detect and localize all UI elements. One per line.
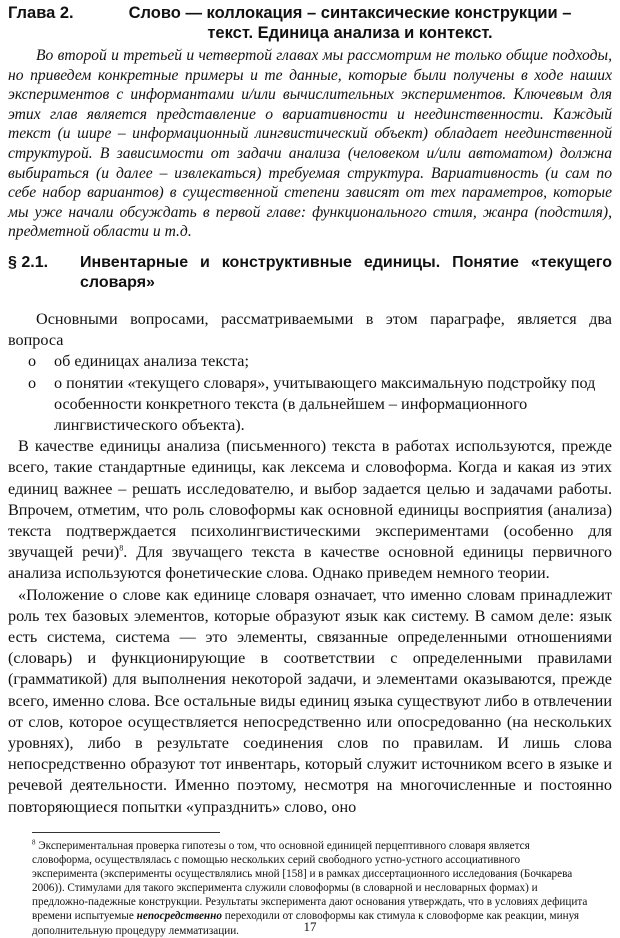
footnote-text: Экспериментальная проверка гипотезы о том, что основной единицей перцептивного словаря является словоформа, осуществлялась с помощью нескольких серий свободного устно-устного ассоциативного эксперимента (эксперименты осуществлялись мной [158] и в рамках диссертационного исследования (Бочкарева 2006)). Стимулами для такого эксперимента служили словоформы (в словарной и несловарных формах) и предложно-падежные конструкции. Результаты эксперимента дают основания утверждать, что в условиях дефицита времени испытуемые bbox=[32, 840, 588, 923]
body-text bbox=[8, 309, 612, 818]
bullet-list bbox=[8, 351, 612, 436]
paragraph-units-text-cont: . Для звучащего текста в качестве основной единицы первичного анализа используются фонетические слова. Однако приведем немного теории. bbox=[8, 543, 612, 583]
footnote-reference[interactable]: 8 bbox=[119, 543, 124, 553]
section-heading bbox=[8, 253, 612, 293]
paragraph-units bbox=[8, 436, 612, 584]
paragraph-units-text: В качестве единицы анализа (письменного) текста в работах используются, прежде всего, такие стандартные единицы, как лексема и словоформа. Когда и какая из этих единиц важнее – решать исследователю, и выбор задается целью и задачами работы. Впрочем, отметим, что роль словоформы как основной единицы восприятия (анализа) текста подтверждается психолингвистическими экспериментами (особенно для звучащей речи) bbox=[8, 437, 612, 562]
bullet-text: о понятии «текущего словаря», учитывающего максимальную подстройку под особенности конкретного текста (в дальнейшем – информационного лингвистического объекта). bbox=[54, 373, 596, 434]
chapter-title bbox=[108, 3, 612, 43]
bullet-marker: o bbox=[28, 373, 37, 392]
chapter-heading bbox=[8, 3, 612, 43]
footnote-mark: 8 bbox=[32, 838, 36, 847]
bullet-item bbox=[28, 373, 612, 437]
chapter-intro-text: Во второй и третьей и четвертой главах мы рассмотрим не только общие подходы, но приведем конкретные примеры и те данные, которые были получены в ходе наших экспериментов с информантами и/или вычислительных экспериментов. Ключевым для этих глав является представление о вариативности и неединственности. Каждый текст (и шире – информационный лингвистический объект) обладает неединственной структурой. В зависимости от задачи анализа (человеком и/или автоматом) должна выбираться (и далее – извлекаться) требуемая структура. Вариативность (и сам по себе набор вариантов) в существенной степени зависят от тех параметров, которые мы уже начали обсуждать в первой главе: функционального стиля, жанра (подстиля), предметной области и т.д. bbox=[8, 47, 612, 241]
chapter-title-line2: текст. Единица анализа и контекст. bbox=[207, 24, 493, 42]
footnote-separator bbox=[32, 832, 220, 833]
footnote-text-cont: переходили от словоформы как стимула к словоформе как реакции, минуя дополнительную процедуру лемматизации. bbox=[32, 910, 580, 937]
chapter-intro bbox=[8, 46, 612, 242]
bullet-item bbox=[28, 351, 612, 372]
bullet-text: об единицах анализа текста; bbox=[54, 352, 249, 371]
page-number: 17 bbox=[303, 919, 317, 934]
bullet-marker: o bbox=[28, 352, 37, 371]
paragraph-intro: Основными вопросами, рассматриваемыми в этом параграфе, является два вопроса bbox=[8, 309, 612, 350]
chapter-title-line1: Слово — коллокация – синтаксические конструкции – bbox=[128, 4, 572, 22]
section-title: Инвентарные и конструктивные единицы. Понятие «текущего словаря» bbox=[80, 253, 612, 291]
section-number: § 2.1. bbox=[8, 253, 49, 271]
footnote-emphasis: непосредственно bbox=[136, 910, 222, 923]
paragraph-quote: «Положение о слове как единице словаря означает, что именно словам принадлежит роль тех базовых элементов, которые образуют язык как систему. В самом деле: язык есть система, система — это элементы, связанные определенными отношениями (словарь) и функционирующие в соответствии с определенными правилами (грамматикой) для выполнения некоторой задачи, и элементами оказываются, прежде всего, именно слова. Все остальные виды единиц языка существуют либо в отвлечении от слов, которое осуществляется непосредственно или опосредованно (на нескольких уровнях), либо в результате соединения слов по правилам. И лишь слова непосредственно образуют тот инвентарь, который служит источником всего в языке и речевой деятельности. Именно поэтому, несмотря на многочисленные и постоянно повторяющиеся попытки «упразднить» слово, оно bbox=[8, 585, 612, 816]
chapter-number: Глава 2. bbox=[8, 4, 74, 22]
